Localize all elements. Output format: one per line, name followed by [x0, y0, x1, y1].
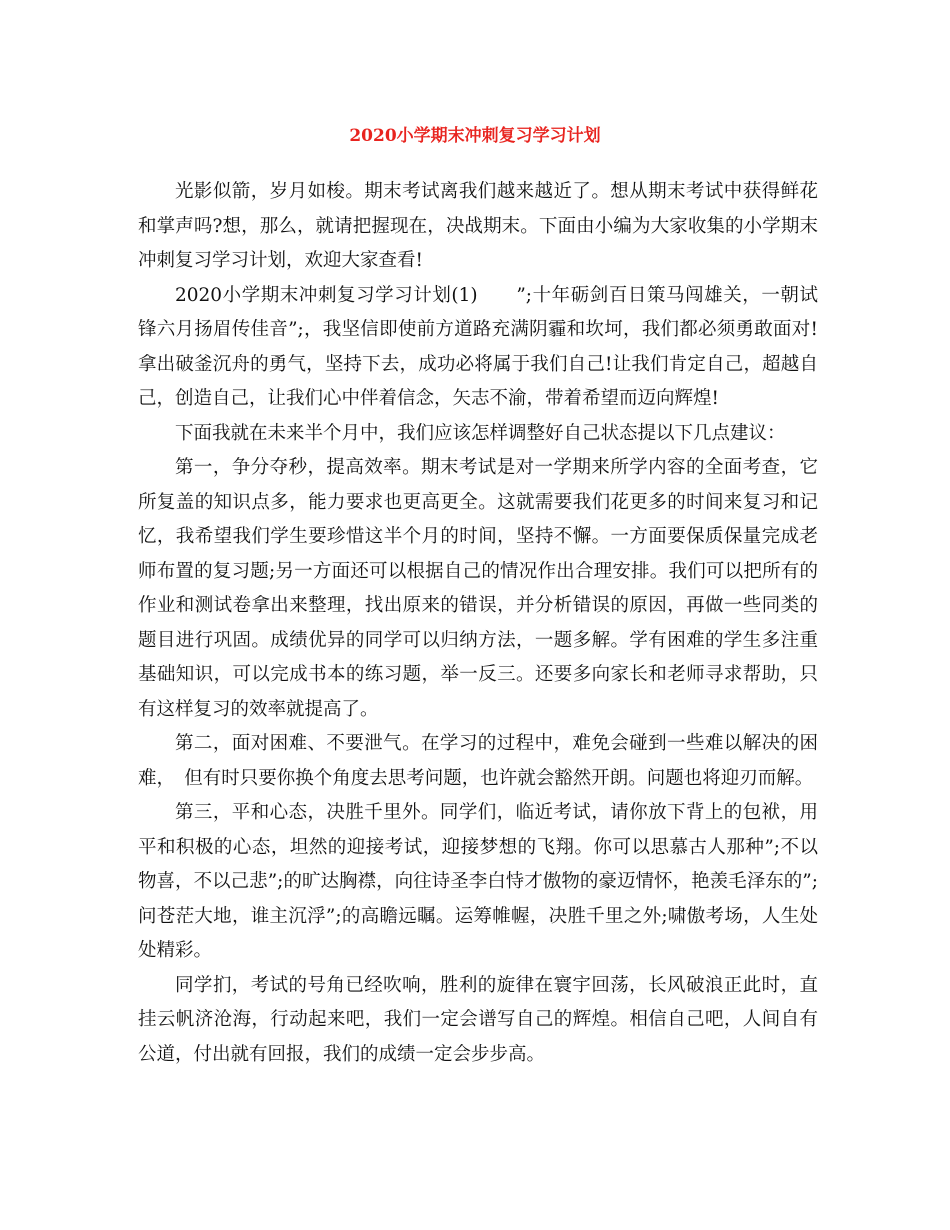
paragraph-third-point: 第三，平和心态，决胜千里外。同学们，临近考试，请你放下背上的包袱，用平和积极的心态，坦然的迎接考试，迎接梦想的飞翔。你可以思慕古人那种”;不以物喜，不以己悲”;的旷达胸襟，向往诗圣李白恃才傲物的豪迈情怀，艳羡毛泽东的”;问苍茫大地，谁主沉浮”;的高瞻远瞩。运筹帷幄，决胜千里之外;啸傲考场，人生处处精彩。: [138, 802, 818, 961]
document-body: [138, 175, 818, 1072]
paragraph-plan-1: 2020小学期末冲刺复习学习计划(1) ”;十年砺剑百日策马闯雄关，一朝试锋六月扬眉传佳音”;，我坚信即使前方道路充满阴霾和坎坷，我们都必须勇敢面对!拿出破釜沉舟的勇气，坚持下去，成功必将属于我们自己!让我们肯定自己，超越自己，创造自己，让我们心中伴着信念，矢志不渝，带着希望而迈向辉煌!: [138, 284, 818, 409]
document-title: 2020小学期末冲刺复习学习计划: [349, 126, 601, 146]
paragraph-first-point: 第一，争分夺秒，提高效率。期末考试是对一学期来所学内容的全面考查，它所复盖的知识点多，能力要求也更高更全。这就需要我们花更多的时间来复习和记忆，我希望我们学生要珍惜这半个月的时间，坚持不懈。一方面要保质保量完成老师布置的复习题;另一方面还可以根据自己的情况作出合理安排。我们可以把所有的作业和测试卷拿出来整理，找出原来的错误，并分析错误的原因，再做一些同类的题目进行巩固。成绩优异的同学可以归纳方法，一题多解。学有困难的学生多注重基础知识，可以完成书本的练习题，举一反三。还要多向家长和老师寻求帮助，只有这样复习的效率就提高了。: [138, 457, 818, 720]
paragraph-conclusion: 同学扪，考试的号角已经吹响，胜利的旋律在寰宇回荡，长风破浪正此时，直挂云帆济沧海，行动起来吧，我们一定会谱写自己的辉煌。相信自己吧，人间自有公道，付出就有回报，我们的成绩一定会步步高。: [138, 974, 818, 1065]
paragraph-intro: 光影似箭，岁月如梭。期末考试离我们越来越近了。想从期末考试中获得鲜花和掌声吗?想，那么，就请把握现在，决战期末。下面由小编为大家收集的小学期末冲刺复习学习计划，欢迎大家查看!: [138, 181, 818, 271]
paragraph-second-point: 第二，面对困难、不要泄气。在学习的过程中，难免会碰到一些难以解决的困难， 但有时只要你换个角度去思考问题，也许就会豁然开朗。问题也将迎刃而解。: [138, 733, 818, 789]
paragraph-suggestions-intro: 下面我就在未来半个月中，我们应该怎样调整好自己状态提以下几点建议：: [175, 422, 786, 444]
